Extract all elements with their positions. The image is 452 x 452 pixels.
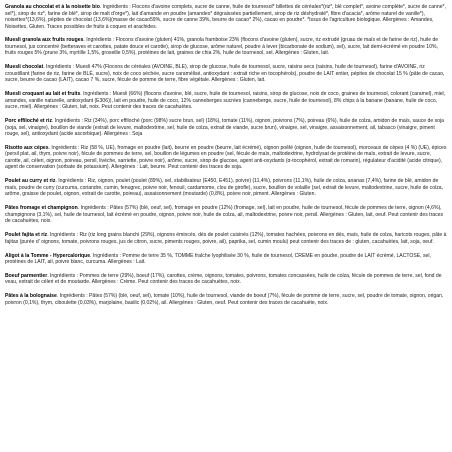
product-ingredients: . Ingrédients : Riz (34%), porc effiloché (porc (98%) sucre brun, sel) (18%), tomate (11%), oignon, poivrons (7%), poireau (6%), huile de colza, amidon de maïs, sauce de soja (soja, sel, vinaigre), bouillon de viande (extrait de levure, maltodextrine, sel, huile de colza, extrait de viande, sucre brun), vinaigre, sel, vinaigre, assaisonnement, ail, tabasco (vinaigre, piment rouge, sel), antioxydant (acide ascorbique). Allergènes : Soja bbox=[5, 118, 444, 138]
product-title: Muesli chocolat bbox=[5, 64, 44, 71]
product-title: Risotto aux cèpes bbox=[5, 144, 49, 151]
product-entry bbox=[5, 4, 447, 30]
product-entry bbox=[5, 64, 447, 84]
product-ingredients: . Ingrédients : Pommes de terre (29%), boeuf (17%), carottes, crème, oignons, tomates, poivrons, tomates concassées, huile de colza, fécule de pommes de terre, sel, fond de veau, extrait de céleri et de moutarde. Allergènes : Crème. Peut contenir des traces de cacahuètes, noix. bbox=[5, 272, 442, 286]
product-title: Pâtes fromage et champignon bbox=[5, 205, 78, 212]
product-ingredients: . Ingrédients : Pomme de terre 35 %, TOMME fraîche lyophilisée 30 %, huile de tournesol, CREME en poudre, poudre de LAIT écrémé, LACTOSE, sel, protéines de LAIT, ail, poivre blanc, curcuma. Allergènes : Lait. bbox=[5, 252, 431, 266]
product-entry bbox=[5, 273, 447, 286]
product-title: Porc effiloché et riz bbox=[5, 118, 52, 125]
product-title: Pâtes à la bolognaise bbox=[5, 293, 57, 300]
product-entry bbox=[5, 253, 447, 266]
product-ingredients: . Ingrédients : Pâtes (57%) (blé, oeuf, sel), tomate (10%), huile de tournesol, viande de boeuf (7%), fécule de pomme de terre, sucre, sel, poudre de tomate, oignon, origan, poivron (0,1%), thym, ciboulette (0,03%), marjolaine, basilic (0,02%), ail. Allergènes : Gluten, oeuf. Peut contenir des traces de cacahuète, noix. bbox=[5, 293, 444, 306]
product-title: Muesli granola aux fruits rouges bbox=[5, 37, 84, 44]
product-ingredients: . Ingrédients : Flocons d'avoine (gluten) 41%, granola framboise 23% (flocons d'avoine (gluten), sucre, riz extrudé (gruau de maïs et de farine de riz), huile de tournesol, jus concentré (betteraves et carottes, patate douce et carotte), sirop de glucose, arôme naturel, poudre à lever (bicarbonate de sodium), sel), sucre, lait demi-écrémé en poudre 10%, fruits rouges 5% (prune 3%, myrtille 1,5%, groseille 0,5%), protéines de lait, graines de chia 2%, huile de tournesol, sel. Allergènes : Gluten, lait. bbox=[5, 37, 439, 57]
product-title: Muesli croquant au lait et fruits bbox=[5, 91, 81, 98]
product-title: Poulet au curry et riz bbox=[5, 178, 56, 185]
product-entry bbox=[5, 37, 447, 57]
product-entry bbox=[5, 205, 447, 225]
product-ingredients: . Ingrédients : Pâtes (57%) (blé, oeuf, sel), fromage en poudre (12%) (fromage, sel), lait en poudre, huile de tournesol, fécule de pommes de terre, oignon (4,6%), champignons (3,1%), sel, huile de tournesol, lait écrémé en poudre, oignon, poivre noir, huile de colza, ail, maltodextrine, poivre noir, persil. Allergènes : Gluten, lait, oeuf. Peut contenir des traces de cacahuètes, noix. bbox=[5, 205, 444, 225]
product-title: Granola au chocolat et à la noisette bio bbox=[5, 4, 100, 10]
product-entry bbox=[5, 118, 447, 138]
product-ingredients: . Ingrédients : Muesli (66%) (flocons d'avoine, blé, sucre, huile de tournesol, raisins, sirop de glucose, noix de coco, graines de tournesol, colorant (caramel), miel, amandes, vanille naturelle, antioxydant (E306)), lait en poudre, huile de coco, 12% canneberges sucrées (canneberge, sucre, huile de tournesol), 8% chips à la banane (banane, huile de coco, sucre, miel). Allergènes : Gluten, lait, noix. Peut contenir des traces de cacahuètes. bbox=[5, 91, 446, 111]
product-title: Aligot à la Tomme - Hypercalorique bbox=[5, 252, 91, 259]
product-ingredients: . Ingrédients : Flocons d'avoine complets, sucre de canne, huile de tournesol* billettes de céréales*(riz*, blé complet*, avoine complète*, sucre de canne*, sel*), sirop de riz*, farine de blé*, sirop de malt d'orge*), lait d'amande en poudre (amandes* dégraissées partiellement, sirop de riz déshydraté*, fibre d'acacia*, arôme naturel de vanille*), noisettes*(13,6%), pépites de chocolat (13,6%)(masse de cacao59%, sucre de canne 39%, beurre de cacao* 2%), cacao en poudre*. *Issus de l'agriculture biologique. Allergènes : Amandes, Noisettes, Gluten. Traces possibles de fruits à coques et arachides. bbox=[5, 4, 446, 30]
product-entry bbox=[5, 232, 447, 245]
product-title: Poulet fajita et riz bbox=[5, 232, 48, 239]
product-ingredients: . Ingrédients : Riz, oignon, poulet (poulet (89%), sel, stabilisateur (E450, E451), poivre) (11,4%), poivrons (11,1%), huile de colza, ananas (7,4%), farine de blé, amidon de maïs, poudre de curry (curcuma, coriandre, cumin, fenugrec, poivre noir, fenouil, cardamome, clou de girofle), sucre, bouillon de volaille (sel, extrait de levure, maltodextrine, sucre, huile de colza, arôme, graisse de poulet, oignon, extrait de carotte, poireau), assaisonnement (moutarde) (0,8%), poivre noir, piment. Allergènes : Gluten. bbox=[5, 178, 443, 198]
product-entry bbox=[5, 178, 447, 198]
product-ingredients: . Ingrédients : Riz (riz long grains blanchi (29%), oignons émincés, dés de poulet cuisinés (12%), tomates hachées, poivrons en dés, maïs, huile de colza, haricots rouges, pâte à fajitas (purée d' oignons, tomate, poivrons rouges, jus de citron, sucre, piments rouges, poivre, ail), paprika, sel, cumin moulu) peut contenir des traces de : gluten, cacahuètes, lait, soja, oeuf. bbox=[5, 232, 447, 245]
product-title: Boeuf parmentier bbox=[5, 272, 48, 279]
product-ingredients: . Ingrédients : Muesli 47% (Flocons de céréales (AVOINE, BLE), sirop de glucose, huile de tournesol, sucre, raisins secs (raisins, huile de tournesol), farine d'AVOINE, riz croustillant (farine de riz, farine de BLÉ, sucre), noix de coco séchée, sucre caramélisé, antioxydant : extrait riche en tocophérols), poudre de LAIT entier, pépites de chocolat 15 % (pâte de cacao, sucre, beurre de cacao (LAIT), cacao 7 %, sucre, fécule de pomme de terre, fibre végétale. Allergènes : Gluten, lait. bbox=[5, 64, 445, 84]
product-entry bbox=[5, 293, 447, 306]
product-ingredients: . Ingrédients : Riz (58 %, UE), fromage en poudre (lait), beurre en poudre (beurre, lait écrémé), oignon poêlé (oignon, huile de tournesol), morceaux de cèpes (4 %) (UE), épices (persil plat, ail, thym, poivre noir), fécule de pommes de terre, sel, bouillon de légumes en poudre (sel, fécule de maïs, maltodextrine, hydrolysat de protéine de maïs, extrait de levure, sucre, carotte, ail, céleri, oignon, poireau, persil, livèche, sarriette, poivre noir), arôme, sucre, sirop de glucose, agent anti-oxydants (α-tocophérol, extrait de romarin), régulateur d'acidité (acide citrique), agent de conservation (sorbate de potassium). Allergènes : Lait, beurre. Peut contenir des traces de soja. bbox=[5, 144, 447, 171]
product-entry bbox=[5, 145, 447, 171]
product-entry bbox=[5, 91, 447, 111]
